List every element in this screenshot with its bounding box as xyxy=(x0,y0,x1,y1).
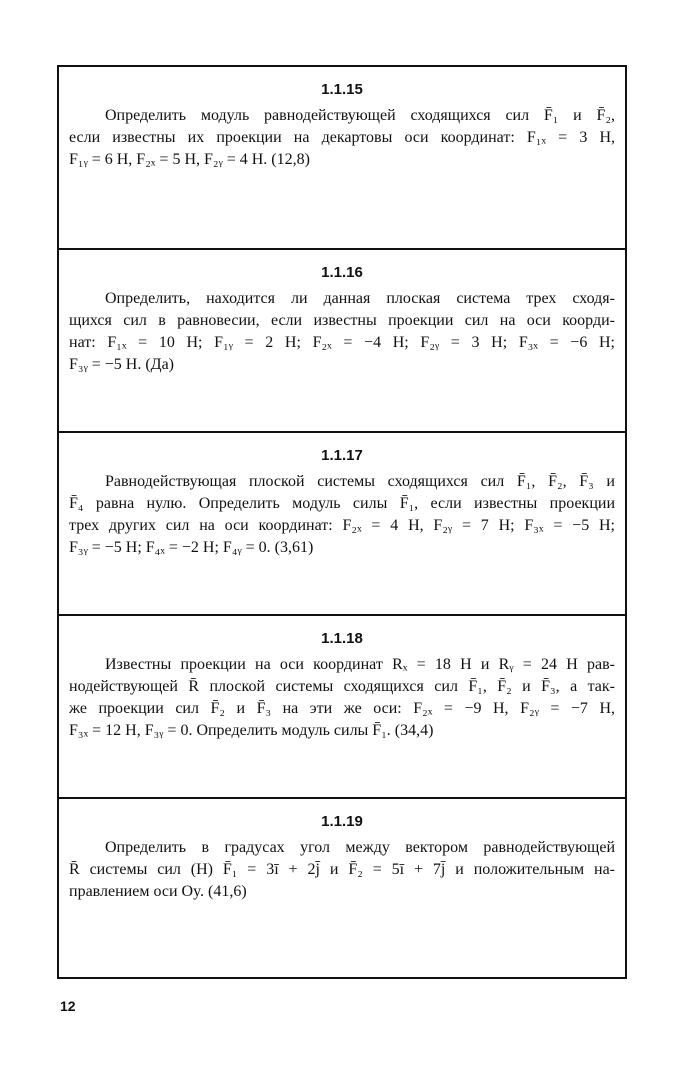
text-line: Определить модуль равнодействующей сходящихся сил F̄₁ и F̄₂, xyxy=(105,107,615,124)
problem-text xyxy=(69,837,615,903)
problem-text xyxy=(69,105,615,171)
problems-frame xyxy=(57,65,627,979)
text-line: Определить в градусах угол между вектором равнодействующей xyxy=(105,839,615,856)
problem-number: 1.1.17 xyxy=(321,447,363,464)
text-line: правлением оси Oy. (41,6) xyxy=(69,883,247,900)
problem-text xyxy=(69,288,615,376)
text-line: нат: F₁ₓ = 10 Н; F₁ᵧ = 2 Н; F₂ₓ = −4 Н; F₂ᵧ = 3 Н; F₃ₓ = −6 Н; xyxy=(69,334,615,351)
text-line: F₁ᵧ = 6 Н, F₂ₓ = 5 Н, F₂ᵧ = 4 Н. (12,8) xyxy=(69,151,310,168)
text-line: Равнодействующая плоской системы сходящихся сил F̄₁, F̄₂, F̄₃ и xyxy=(105,473,615,490)
text-line: нодействующей R̄ плоской системы сходящихся сил F̄₁, F̄₂ и F̄₃, а так- xyxy=(69,678,615,695)
text-line: F₃ᵧ = −5 Н; F₄ₓ = −2 Н; F₄ᵧ = 0. (3,61) xyxy=(69,539,314,556)
problem-1-1-17 xyxy=(59,433,625,616)
text-line: щихся сил в равновесии, если известны проекции сил на оси коорди- xyxy=(69,312,615,329)
text-line: если известны их проекции на декартовы оси координат: F₁ₓ = 3 Н, xyxy=(69,129,615,146)
problem-number: 1.1.19 xyxy=(321,813,363,830)
problem-text xyxy=(69,654,615,742)
text-line: R̄ системы сил (Н) F̄₁ = 3ī + 2j̄ и F̄₂ = 5ī + 7j̄ и положительным на- xyxy=(69,861,615,878)
page-number: 12 xyxy=(60,998,76,1014)
problem-number: 1.1.15 xyxy=(321,81,363,98)
text-line: F₃ₓ = 12 Н, F₃ᵧ = 0. Определить модуль силы F̄₁. (34,4) xyxy=(69,722,434,739)
text-line: Определить, находится ли данная плоская система трех сходя- xyxy=(105,290,615,307)
text-line: трех других сил на оси координат: F₂ₓ = 4 Н, F₂ᵧ = 7 Н; F₃ₓ = −5 Н; xyxy=(69,517,615,534)
text-line: F̄₄ равна нулю. Определить модуль силы F̄₁, если известны проекции xyxy=(69,495,615,512)
problem-1-1-18 xyxy=(59,616,625,799)
text-line: F₃ᵧ = −5 Н. (Да) xyxy=(69,356,174,373)
text-line: же проекции сил F̄₂ и F̄₃ на эти же оси: F₂ₓ = −9 Н, F₂ᵧ = −7 Н, xyxy=(69,700,615,717)
problem-number: 1.1.18 xyxy=(321,630,363,647)
problem-text xyxy=(69,471,615,559)
problem-number: 1.1.16 xyxy=(321,264,363,281)
problem-1-1-19 xyxy=(59,799,625,977)
problem-1-1-16 xyxy=(59,250,625,433)
problem-1-1-15 xyxy=(59,67,625,250)
text-line: Известны проекции на оси координат Rₓ = 18 Н и Rᵧ = 24 Н рав- xyxy=(105,656,615,673)
